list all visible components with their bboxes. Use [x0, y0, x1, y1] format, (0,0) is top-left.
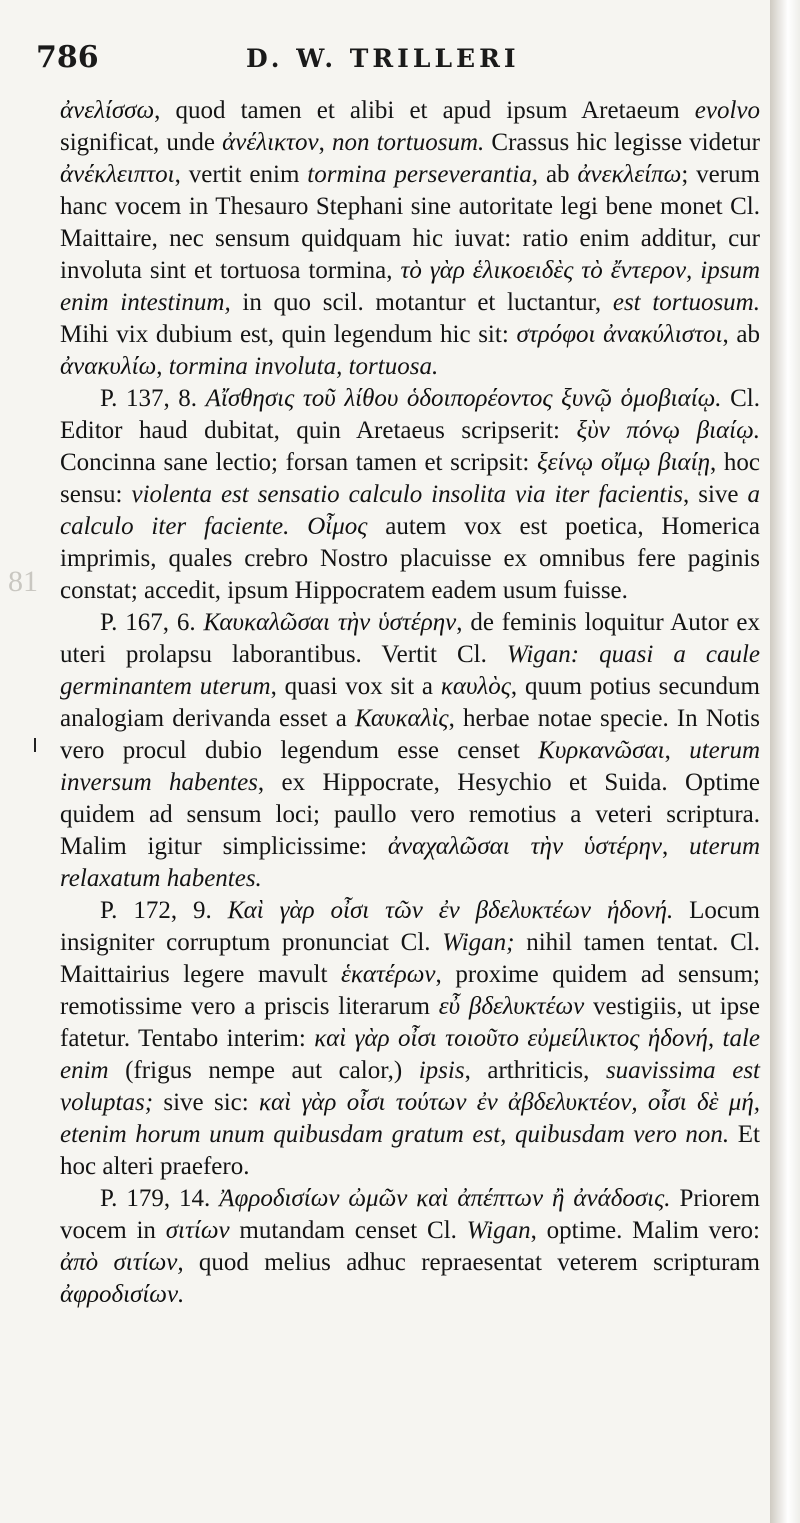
greek-text: ξείνῳ οἴμῳ βιαίῃ — [536, 449, 710, 476]
text-run: Crassus hic legisse videtur — [484, 129, 760, 156]
text-run: , quasi vox sit a — [270, 673, 441, 700]
text-run: P. 137, 8. — [100, 385, 206, 412]
greek-text: ἀφροδισίων. — [60, 1281, 185, 1308]
italic-text: uterum relaxatum habentes. — [60, 833, 760, 892]
text-run: autem vox est poetica, Homerica imprimis, quales crebro Nostro placuisse ex omnibus fere paginis constat; accedit, ipsum Hippocratem eadem usum fuisse. — [60, 513, 760, 604]
paragraph — [60, 1183, 760, 1311]
text-run: mutandam censet Cl. — [229, 1217, 467, 1244]
greek-text: ἀπὸ σιτίων, — [60, 1249, 184, 1276]
text-run: ab — [538, 161, 578, 188]
greek-text: ἀνέλικτον — [222, 129, 319, 156]
paragraph — [60, 607, 760, 895]
italic-text: est tortuosum. — [612, 289, 760, 316]
text-run: P. 179, 14. — [100, 1185, 220, 1212]
italic-text: violenta est sensatio calculo insolita via iter facientis — [131, 481, 684, 508]
greek-text: στρόφοι ἀνακύλιστοι — [516, 321, 723, 348]
greek-text: Ἀφροδισίων ὠμῶν καὶ ἀπέπτων ἢ ἀνάδοσις. — [219, 1185, 671, 1212]
text-run: nihil tamen tentat. Cl. Maittairius legere mavult — [60, 929, 760, 988]
text-run: quod melius adhuc repraesentat veterem scripturam — [183, 1249, 760, 1276]
italic-text: ipsis — [418, 1057, 465, 1084]
greek-text: ἀνελίσσω — [60, 97, 155, 124]
italic-text: evolvo — [694, 97, 760, 124]
greek-text: καὶ γὰρ οἶσι τοιοῦτο εὐμείλικτος ἡδονή, — [314, 1025, 715, 1052]
greek-text: ξὺν πόνῳ βιαίῳ. — [576, 417, 760, 444]
italic-text: suavissima est voluptas; — [60, 1057, 760, 1116]
italic-text: a calculo iter faciente. — [60, 481, 760, 540]
running-title: D. W. TRILLERI — [246, 44, 520, 73]
italic-text: ipsum enim intestinum, — [60, 257, 760, 316]
text-run: Priorem vocem in — [60, 1185, 760, 1244]
greek-text: ἀνέκλειπτοι — [60, 161, 175, 188]
text-run: P. 172, 9. — [100, 897, 228, 924]
greek-text: Κυρκανῶσαι — [538, 737, 665, 764]
margin-mark — [34, 738, 36, 752]
text-run: , herbae notae specie. In Notis vero procul dubio legendum esse censet — [60, 705, 760, 764]
paragraph — [60, 895, 760, 1183]
text-run: , proxime quidem ad sensum; remotissime vero a priscis literarum — [60, 961, 761, 1020]
greek-text: Καυκαλῶσαι τὴν ὑστέρην — [203, 609, 457, 636]
bleed-through-text: 81 — [8, 565, 38, 598]
text-run — [289, 513, 307, 540]
greek-text: Οἶμος — [307, 513, 368, 540]
greek-text: τὸ γὰρ ἑλικοειδὲς τὸ ἔντερον, — [400, 257, 693, 284]
text-run: Concinna sane lectio; forsan tamen et scripsit: — [60, 449, 537, 476]
greek-text: καὶ γὰρ οἶσι τούτων ἐν ἀβδελυκτέον, οἶσι δὲ μή, — [259, 1089, 760, 1116]
text-run: sive sic: — [153, 1089, 260, 1116]
page-number: 786 — [36, 40, 99, 75]
text-run: , optime. Malim vero: — [530, 1217, 760, 1244]
text-run: , — [156, 353, 169, 380]
greek-text: ἀναχαλῶσαι τὴν ὑστέρην — [387, 833, 663, 860]
italic-text: tormina involuta, tortuosa. — [168, 353, 439, 380]
text-run: , hoc sensu: — [60, 449, 760, 508]
greek-text: Καυκαλὶς — [354, 705, 449, 732]
page-edge — [770, 0, 800, 1523]
body-text — [60, 95, 760, 1311]
text-run: , ex Hippocrate, Hesychio et Suida. Optime quidem ad sensum loci; paullo vero remotius a veteri scriptura. Malim igitur simplicissime: — [60, 769, 760, 860]
greek-text: καυλὸς — [440, 673, 511, 700]
italic-text: non tortuosum. — [331, 129, 485, 156]
greek-text: σιτίων — [165, 1217, 230, 1244]
text-run: , quum potius secundum analogiam derivanda esset a — [60, 673, 761, 732]
text-run: vestigiis, ut ipse fatetur. Tentabo interim: — [60, 993, 761, 1052]
italic-text: Wigan: quasi a caule germinantem uterum — [60, 641, 760, 700]
greek-text: ἑκατέρων — [341, 961, 436, 988]
greek-text: ἀνακυλίω — [60, 353, 157, 380]
text-run: significat, unde — [60, 129, 223, 156]
text-run: in quo scil. motantur et luctantur, — [230, 289, 613, 316]
text-run: P. 167, 6. — [100, 609, 204, 636]
text-run: , de feminis loquitur Autor ex uteri prolapsu laborantibus. Vertit Cl. — [60, 609, 760, 668]
italic-text: uterum inversum habentes — [60, 737, 761, 796]
greek-text: ἀνεκλείπω — [577, 161, 682, 188]
text-run: , — [662, 833, 690, 860]
text-run: , — [664, 737, 690, 764]
greek-text: εὖ βδελυκτέων — [438, 993, 585, 1020]
text-run: , quod tamen et alibi et apud ipsum Aretaeum — [154, 97, 695, 124]
text-run: Et hoc alteri praefero. — [60, 1121, 760, 1180]
text-run: ; verum hanc vocem in Thesauro Stephani sine autoritate legi bene monet Cl. Maittaire, nec sensum quidquam hic iuvat: ratio enim additur, cur involuta sint et tortuosa tormina, — [60, 161, 761, 284]
italic-text: etenim horum unum quibusdam gratum est, quibusdam vero non. — [60, 1121, 730, 1148]
text-run: , sive — [683, 481, 748, 508]
text-run: , ab — [722, 321, 760, 348]
italic-text: Wigan; — [442, 929, 515, 956]
paragraph — [60, 95, 760, 383]
text-run: Mihi vix dubium est, quin legendum hic sit: — [60, 321, 517, 348]
text-run: Cl. Editor haud dubitat, quin Aretaeus scripserit: — [60, 385, 760, 444]
text-run: (frigus nempe aut calor,) — [108, 1057, 419, 1084]
running-head — [36, 40, 736, 80]
italic-text: tormina perseverantia, — [307, 161, 539, 188]
text-run: , — [318, 129, 332, 156]
text-run: , arthriticis, — [464, 1057, 606, 1084]
italic-text: tale enim — [60, 1025, 761, 1084]
paragraph — [60, 383, 760, 607]
greek-text: Αἴσθησις τοῦ λίθου ὁδοιπορέοντος ξυνῷ ὁμοβιαίῳ. — [205, 385, 722, 412]
text-run — [714, 1025, 722, 1052]
greek-text: Καὶ γὰρ οἶσι τῶν ἐν βδελυκτέων ἡδονή. — [227, 897, 674, 924]
text-run: , vertit enim — [174, 161, 308, 188]
italic-text: Wigan — [466, 1217, 531, 1244]
text-run: Locum insigniter corruptum pronunciat Cl. — [60, 897, 760, 956]
